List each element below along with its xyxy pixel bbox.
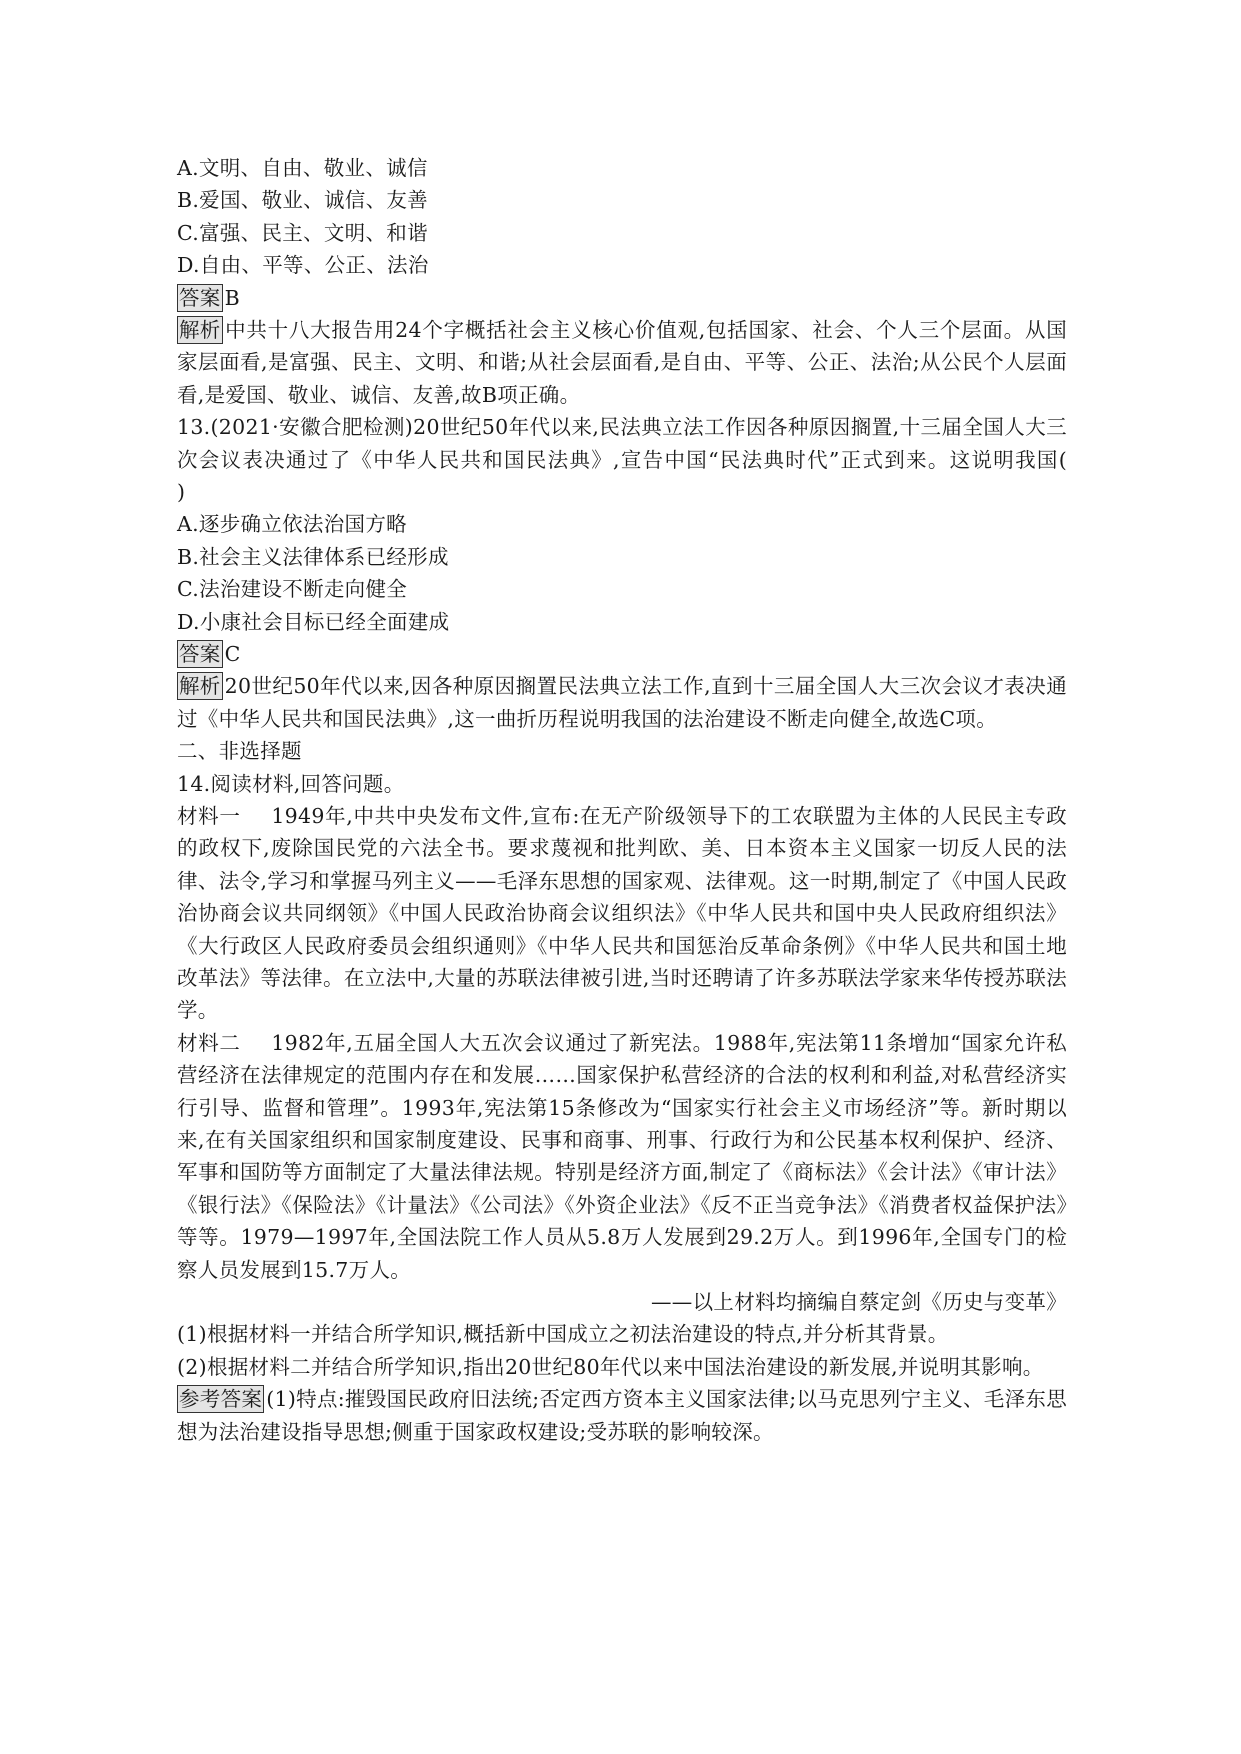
section-heading: 二、非选择题 — [177, 739, 302, 764]
analysis-tag: 解析 — [179, 317, 221, 342]
q12-option-a: A.文明、自由、敬业、诚信 — [177, 156, 428, 180]
document-page — [177, 152, 1109, 1448]
q13-analysis — [177, 670, 1067, 735]
q12-option-c: C.富强、民主、文明、和谐 — [177, 220, 428, 245]
q13-option-c: C.法治建设不断走向健全 — [177, 577, 408, 602]
reference-answer-text: (1)特点:摧毁国民政府旧法统;否定西方资本主义国家法律;以马克思列宁主义、毛泽东思想为法治建设指导思想;侧重于国家政权建设;受苏联的影响较深。 — [177, 1387, 1067, 1444]
q13-analysis-text: 20世纪50年代以来,因各种原因搁置民法典立法工作,直到十三届全国人大三次会议才表决通过《中华人民共和国民法典》,这一曲折历程说明我国的法治建设不断走向健全,故选C项。 — [177, 674, 1067, 731]
material-2-label: 材料二 — [177, 1030, 241, 1055]
q14-material-2 — [177, 1027, 1067, 1286]
answer-tag: 答案 — [179, 641, 221, 666]
q13-option-b: B.社会主义法律体系已经形成 — [177, 544, 449, 569]
q12-option-b: B.爱国、敬业、诚信、友善 — [177, 188, 428, 213]
q14-stem: 14.阅读材料,回答问题。 — [177, 771, 405, 796]
answer-tag: 答案 — [179, 285, 221, 310]
q13-answer-value: C — [224, 641, 241, 666]
q12-option-d: D.自由、平等、公正、法治 — [177, 253, 429, 278]
q12-answer — [177, 282, 1067, 314]
q12-analysis-text: 中共十八大报告用24个字概括社会主义核心价值观,包括国家、社会、个人三个层面。从国家层面看,是富强、民主、文明、和谐;从社会层面看,是自由、平等、公正、法治;从公民个人层面看,是爱国、敬业、诚信、友善,故B项正确。 — [177, 317, 1067, 407]
q13-stem: 13.(2021·安徽合肥检测)20世纪50年代以来,民法典立法工作因各种原因搁置,十三届全国人大三次会议表决通过了《中华人民共和国民法典》,宣告中国“民法典时代”正式到来。这说明我国( ) — [177, 415, 1109, 504]
q14-sub-question-1: (1)根据材料一并结合所学知识,概括新中国成立之初法治建设的特点,并分析其背景。 — [177, 1322, 949, 1347]
analysis-tag: 解析 — [179, 674, 221, 699]
q14-sub-question-2: (2)根据材料二并结合所学知识,指出20世纪80年代以来中国法治建设的新发展,并说明其影响。 — [177, 1354, 1044, 1379]
reference-answer-tag: 参考答案 — [179, 1387, 263, 1412]
q12-answer-value: B — [224, 285, 240, 310]
q13-answer — [177, 638, 1067, 670]
q14-source: ——以上材料均摘编自蔡定剑《历史与变革》 — [651, 1290, 1067, 1315]
q14-material-1 — [177, 800, 1067, 1027]
q14-reference-answer — [177, 1383, 1067, 1448]
q13-option-a: A.逐步确立依法治国方略 — [177, 512, 407, 537]
material-1-label: 材料一 — [177, 803, 241, 828]
q13-option-d: D.小康社会目标已经全面建成 — [177, 609, 450, 634]
material-2-text: 1982年,五届全国人大五次会议通过了新宪法。1988年,宪法第11条增加“国家允许私营经济在法律规定的范围内存在和发展……国家保护私营经济的合法的权利和利益,对私营经济实行引导、监督和管理”。1993年,宪法第15条修改为“国家实行社会主义市场经济”等。新时期以来,在有关国家组织和国家制度建设、民事和商事、刑事、行政行为和公民基本权利保护、经济、军事和国防等方面制定了大量法律法规。特别是经济方面,制定了《商标法》《会计法》《审计法》《银行法》《保险法》《计量法》《公司法》《外资企业法》《反不正当竞争法》《消费者权益保护法》等等。1979—1997年,全国法院工作人员从5.8万人发展到29.2万人。到1996年,全国专门的检察人员发展到15.7万人。 — [177, 1030, 1067, 1282]
material-1-text: 1949年,中共中央发布文件,宣布:在无产阶级领导下的工农联盟为主体的人民民主专政的政权下,废除国民党的六法全书。要求蔑视和批判欧、美、日本资本主义国家一切反人民的法律、法令,学习和掌握马列主义——毛泽东思想的国家观、法律观。这一时期,制定了《中国人民政治协商会议共同纲领》《中国人民政治协商会议组织法》《中华人民共和国中央人民政府组织法》《大行政区人民政府委员会组织通则》《中华人民共和国惩治反革命条例》《中华人民共和国土地改革法》等法律。在立法中,大量的苏联法律被引进,当时还聘请了许多苏联法学家来华传授苏联法学。 — [177, 803, 1067, 1023]
q12-analysis — [177, 314, 1067, 411]
